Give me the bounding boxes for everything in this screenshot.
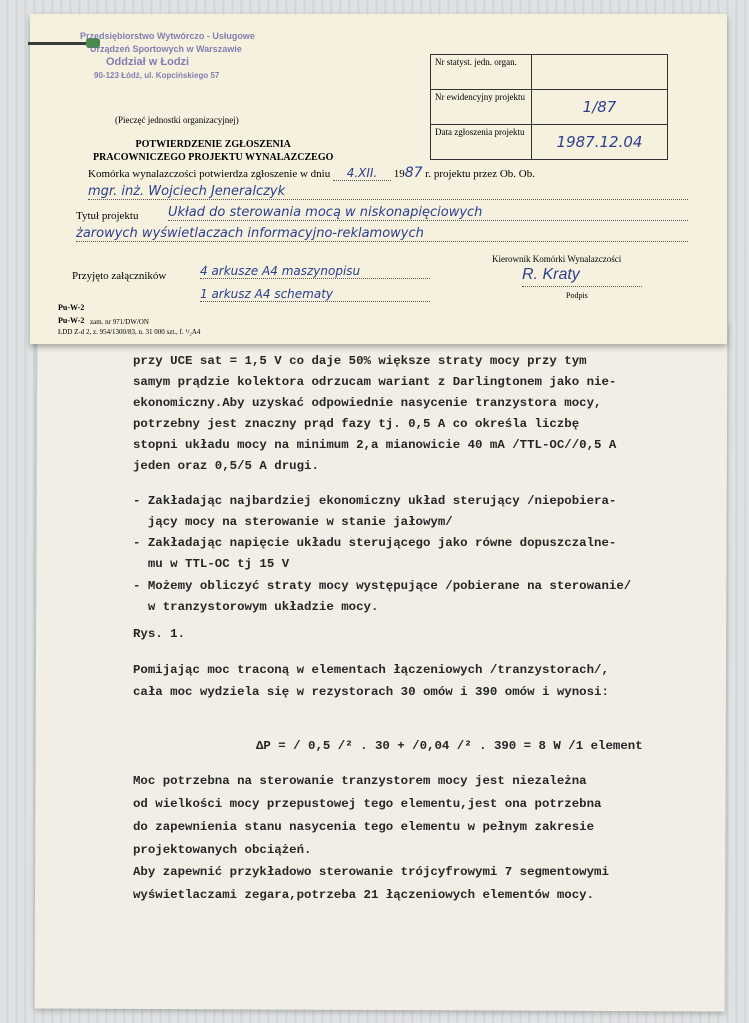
- form-code: Pu-W-2: [58, 316, 85, 325]
- bullet-line: - Zakładając napięcie układu sterującego jako równe dopuszczalne-: [133, 536, 617, 550]
- form-title-line: POTWIERDZENIE ZGŁOSZENIA: [135, 139, 291, 150]
- typed-line: ekonomiczny.Aby uzyskać odpowiednie nasycenie tranzystora mocy,: [133, 396, 602, 410]
- organization-stamp: [80, 30, 255, 82]
- table-row: [431, 55, 668, 90]
- confirmation-day: 4.XII.: [333, 166, 391, 181]
- typed-line: Pomijając moc traconą w elementach łączeniowych /tranzystorach/,: [133, 663, 609, 677]
- confirmation-line: [88, 165, 535, 181]
- stamp-line: Oddział w Łodzi: [106, 56, 190, 68]
- power-formula: ΔP = / 0,5 /² . 30 + /0,04 /² . 390 = 8 W /1 element: [256, 739, 643, 753]
- table-label: Nr ewidencyjny projektu: [431, 90, 532, 125]
- form-title-line: PRACOWNICZEGO PROJEKTU WYNALAZCZEGO: [93, 152, 334, 163]
- typed-line: cała moc wydziela się w rezystorach 30 omów i 390 omów i wynosi:: [133, 685, 609, 699]
- form-code: Pu-W-2: [58, 303, 85, 312]
- table-value: [532, 55, 668, 90]
- table-row: [431, 125, 668, 160]
- stamp-line: Urządzeń Sportowych w Warszawie: [90, 44, 242, 54]
- stamp-caption: (Pieczęć jednostki organizacyjnej): [115, 115, 239, 125]
- typed-line: potrzebny jest znaczny prąd fazy tj. 0,5 A co określa liczbę: [133, 417, 580, 431]
- title-field-label: Tytuł projektu: [76, 210, 139, 222]
- bullet-line: mu w TTL-OC tj 15 V: [133, 557, 290, 571]
- registration-table: [430, 54, 668, 160]
- typed-line: wyświetlaczami zegara,potrzeba 21 łączeniowych elementów mocy.: [133, 888, 595, 902]
- typed-line: jeden oraz 0,5/5 A drugi.: [133, 459, 319, 473]
- print-footer: ŁDD Z-d 2, z. 954/1300/83, n. 31 000 szt., f. ¹/₂A4: [58, 328, 201, 336]
- bullet-line: - Możemy obliczyć straty mocy występujące /pobierane na sterowanie/: [133, 579, 632, 593]
- table-label: Nr statyst. jedn. organ.: [431, 55, 532, 90]
- typed-line: Aby zapewnić przykładowo sterowanie trójcyfrowymi 7 segmentowymi: [133, 865, 609, 879]
- typed-line: stopni układu mocy na minimum 2,a mianowicie 40 mA /TTL-OC//0,5 A: [133, 438, 617, 452]
- confirmation-text: Komórka wynalazczości potwierdza zgłoszenie w dniu: [88, 168, 331, 180]
- order-number: zam. nr 971/DW/ON: [90, 318, 149, 326]
- typed-line: samym prądzie kolektora odrzucam wariant z Darlingtonem jako nie-: [133, 375, 617, 389]
- manager-signature: R. Kraty: [522, 266, 642, 287]
- confirmation-suffix: r. projektu przez Ob. Ob.: [425, 168, 535, 180]
- attachment-line: 4 arkusze A4 maszynopisu: [200, 264, 430, 279]
- typed-line: projektowanych obciążeń.: [133, 843, 312, 857]
- bullet-line: w tranzystorowym układzie mocy.: [133, 600, 379, 614]
- stamp-line: Przedsiębiorstwo Wytwórczo - Usługowe: [80, 31, 255, 41]
- confirmation-year: 87: [404, 165, 423, 181]
- bullet-line: jący mocy na sterowanie w stanie jałowym/: [133, 515, 453, 529]
- attachment-line: 1 arkusz A4 schematy: [200, 287, 430, 302]
- typed-line: od wielkości mocy przepustowej tego elementu,jest ona potrzebna: [133, 797, 602, 811]
- manager-title: Kierownik Komórki Wynalazczości: [492, 254, 622, 264]
- table-row: [431, 90, 668, 125]
- typed-line: Moc potrzebna na sterowanie tranzystorem mocy jest niezależna: [133, 774, 587, 788]
- bullet-line: - Zakładając najbardziej ekonomiczny układ sterujący /niepobiera-: [133, 494, 617, 508]
- attachments-label: Przyjęto załączników: [72, 270, 167, 282]
- author-name: mgr. inż. Wojciech Jeneralczyk: [88, 184, 688, 200]
- signature-caption: Podpis: [566, 291, 588, 300]
- stamp-line: 90-123 Łódź, ul. Kopcińskiego 57: [94, 71, 220, 80]
- submission-date: 1987.12.04: [532, 125, 668, 160]
- figure-reference: Rys. 1.: [133, 627, 186, 641]
- typed-line: przy UCE sat = 1,5 V co daje 50% większe straty mocy przy tym: [133, 354, 587, 368]
- year-prefix: 19: [393, 168, 405, 180]
- table-label: Data zgłoszenia projektu: [431, 125, 532, 160]
- registration-number: 1/87: [532, 90, 668, 125]
- form-title: [93, 138, 333, 164]
- project-title-line: Układ do sterowania mocą w niskonapięciowych: [168, 205, 688, 221]
- typed-line: do zapewnienia stanu nasycenia tego elementu w pełnym zakresie: [133, 820, 595, 834]
- project-title-line: żarowych wyświetlaczach informacyjno-reklamowych: [76, 226, 688, 242]
